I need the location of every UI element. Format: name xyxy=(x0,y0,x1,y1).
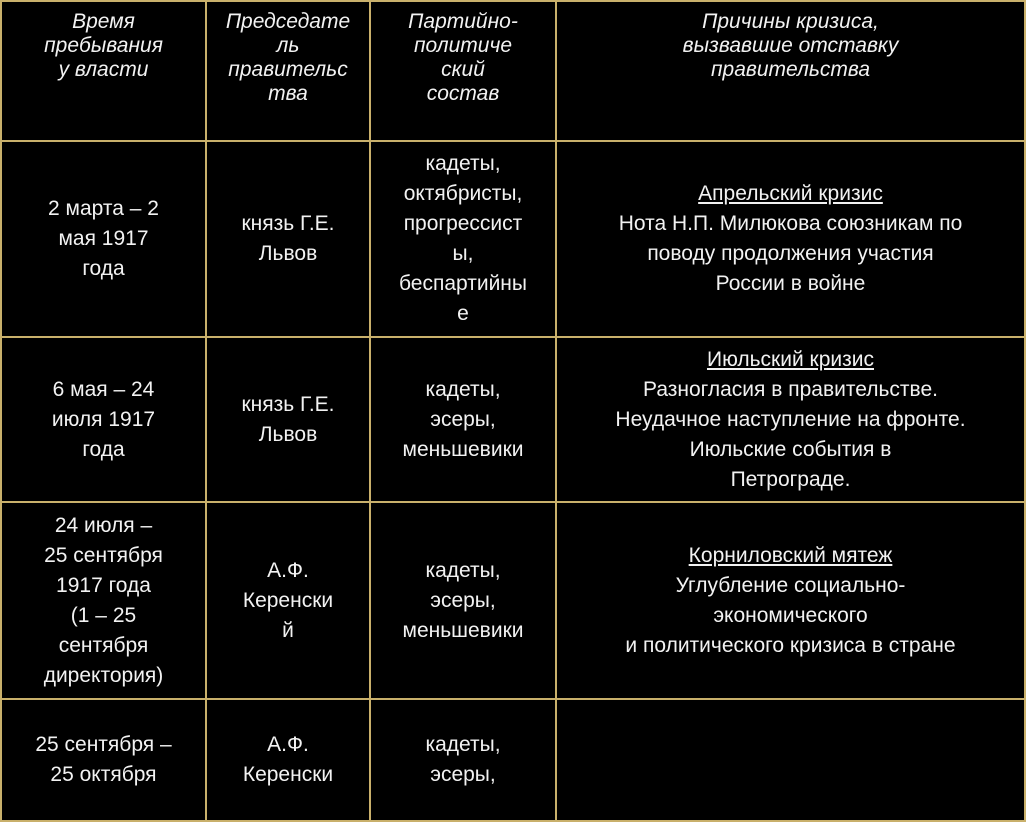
text-line: правительства xyxy=(710,58,871,81)
text-line: года xyxy=(82,257,125,280)
header-parties xyxy=(370,1,556,141)
text-line: поводу продолжения участия xyxy=(647,242,934,265)
text-line: и политического кризиса в стране xyxy=(625,633,956,657)
table-header-row xyxy=(1,1,1025,141)
text-line: России в войне xyxy=(715,272,866,295)
text-line: Львов xyxy=(258,422,318,446)
text-line: Партийно- xyxy=(408,10,518,33)
text-line: сентября xyxy=(58,633,149,657)
text-line: июля 1917 xyxy=(51,407,156,431)
text-line: Петрограде. xyxy=(730,467,851,491)
chairman-cell xyxy=(206,699,370,821)
text-line: меньшевики xyxy=(402,437,524,461)
parties-cell xyxy=(370,337,556,502)
text-line: Июльские события в xyxy=(689,437,892,461)
text-line: политиче xyxy=(413,34,513,57)
table-row xyxy=(1,337,1025,502)
text-line: экономического xyxy=(713,603,868,627)
text-line: 25 октября xyxy=(50,763,157,786)
text-line: Причины кризиса, xyxy=(702,10,879,33)
text-line: ы, xyxy=(452,242,474,265)
causes-cell xyxy=(556,502,1025,699)
text-line: Неудачное наступление на фронте. xyxy=(615,407,966,431)
text-line: й xyxy=(282,618,294,642)
causes-cell xyxy=(556,337,1025,502)
text-line: 25 сентября xyxy=(44,543,163,567)
text-line: пребывания xyxy=(44,34,163,57)
text-line: ский xyxy=(441,58,485,81)
header-period xyxy=(1,1,206,141)
text-line: Углубление социально- xyxy=(675,573,906,597)
text-line: мая 1917 xyxy=(58,227,149,250)
crisis-title: Апрельский кризис xyxy=(698,182,883,205)
text-line: кадеты, xyxy=(425,733,501,756)
text-line: Разногласия в правительстве. xyxy=(643,377,938,401)
crisis-title: Июльский кризис xyxy=(706,347,874,371)
text-line: 1917 года xyxy=(56,573,151,597)
period-cell xyxy=(1,699,206,821)
parties-cell xyxy=(370,502,556,699)
crisis-title: Корниловский мятеж xyxy=(688,543,893,567)
chairman-cell xyxy=(206,502,370,699)
text-line: кадеты, xyxy=(425,152,501,175)
text-line: ль xyxy=(276,34,300,57)
period-cell xyxy=(1,141,206,337)
causes-cell xyxy=(556,141,1025,337)
table-row xyxy=(1,502,1025,699)
text-line: Председате xyxy=(225,10,351,33)
text-line: А.Ф. xyxy=(267,733,309,756)
text-line: Время xyxy=(72,10,135,33)
text-line: А.Ф. xyxy=(267,558,309,582)
text-line: правительс xyxy=(228,58,348,81)
text-line: Керенски xyxy=(242,588,334,612)
text-line: кадеты, xyxy=(425,377,501,401)
text-line: е xyxy=(457,302,469,325)
text-line: 24 июля – xyxy=(54,513,153,537)
text-line: тва xyxy=(268,82,308,105)
text-line: (1 – 25 xyxy=(70,603,137,627)
text-line: директория) xyxy=(43,663,164,687)
text-line: у власти xyxy=(58,58,149,81)
text-line: беспартийны xyxy=(398,272,527,295)
text-line: состав xyxy=(426,82,500,105)
text-line: года xyxy=(82,437,125,461)
text-line: Нота Н.П. Милюкова союзникам по xyxy=(618,212,963,235)
text-line: 6 мая – 24 xyxy=(52,377,155,401)
parties-cell xyxy=(370,699,556,821)
text-line: эсеры, xyxy=(430,588,496,612)
text-line: эсеры, xyxy=(430,763,496,786)
table-row xyxy=(1,141,1025,337)
causes-cell xyxy=(556,699,1025,821)
text-line: эсеры, xyxy=(430,407,496,431)
text-line: князь Г.Е. xyxy=(241,212,335,235)
chairman-cell xyxy=(206,337,370,502)
text-line: 25 сентября – xyxy=(35,733,172,756)
header-chairman xyxy=(206,1,370,141)
text-line: Керенски xyxy=(242,763,334,786)
text-line: прогрессист xyxy=(403,212,523,235)
period-cell xyxy=(1,502,206,699)
text-line: Львов xyxy=(258,242,318,265)
parties-cell xyxy=(370,141,556,337)
period-cell xyxy=(1,337,206,502)
text-line: вызвавшие отставку xyxy=(682,34,899,57)
header-causes xyxy=(556,1,1025,141)
text-line: октябристы, xyxy=(403,182,523,205)
chairman-cell xyxy=(206,141,370,337)
text-line: меньшевики xyxy=(402,618,524,642)
text-line: кадеты, xyxy=(425,558,501,582)
text-line: князь Г.Е. xyxy=(241,392,335,416)
table-row xyxy=(1,699,1025,821)
text-line: 2 марта – 2 xyxy=(48,197,159,220)
